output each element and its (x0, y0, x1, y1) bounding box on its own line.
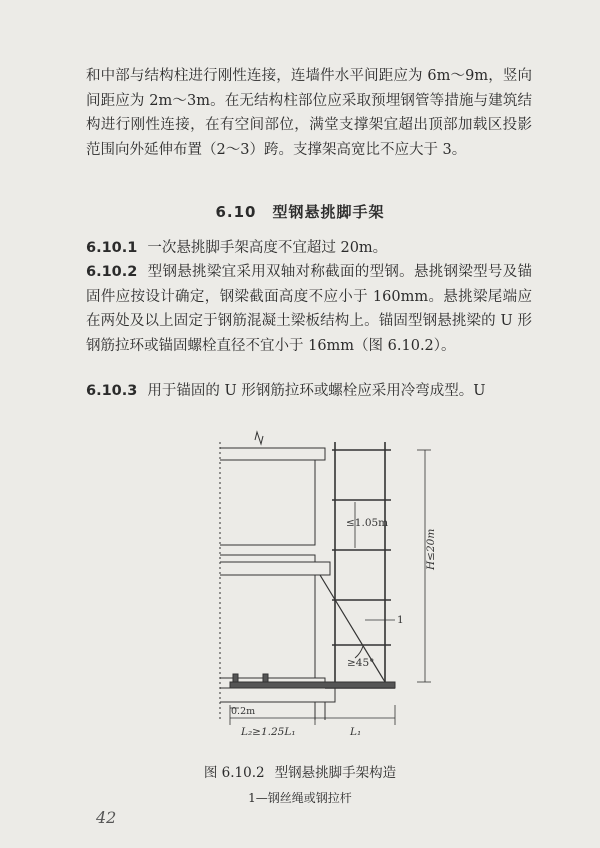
clause-text: 一次悬挑脚手架高度不宜超过 20m。 (147, 240, 388, 256)
clause-number: 6.10.2 (86, 264, 138, 280)
section-title: 6.10 型钢悬挑脚手架 (215, 203, 385, 221)
page-number: 42 (96, 808, 117, 827)
clause-6-10-1 (86, 236, 532, 261)
clause-number: 6.10.1 (86, 240, 138, 256)
clause-text: 型钢悬挑梁宜采用双轴对称截面的型钢。悬挑钢梁型号及锚固件应按设计确定，钢梁截面高度不应小于 160mm。悬挑梁尾端应在两处及以上固定于钢筋混凝土梁板结构上。锚固型钢悬挑梁的 U 形钢筋拉环或锚固螺栓直径不宜小于 16mm（图 6.10.2）。 (86, 264, 532, 354)
figure-legend: 1—钢丝绳或钢拉杆 (248, 791, 352, 805)
intro-paragraph: 和中部与结构柱进行刚性连接，连墙件水平间距应为 6m～9m，竖向间距应为 2m～3m。在无结构柱部位应采取预埋钢管等措施与建筑结构进行刚性连接，在有空间部位，满堂支撑架宜超出顶部加载区投影范围向外延伸布置（2～3）跨。支撑架高宽比不应大于 3。 (86, 68, 532, 158)
clause-text: 用于锚固的 U 形钢筋拉环或螺栓应采用冷弯成型。U (147, 383, 486, 399)
cantilever-scaffold-figure (205, 420, 440, 740)
spacing-label: ≤1.05m (346, 517, 389, 529)
figure-caption (0, 761, 600, 781)
angle-label: ≥45° (347, 657, 375, 669)
clause-6-10-2 (86, 260, 532, 358)
caption-title: 型钢悬挑脚手架构造 (274, 765, 397, 781)
clause-6-10-3 (86, 379, 532, 404)
steel-cantilever-beam (230, 682, 395, 688)
l2-label: L₂≥1.25L₁ (241, 726, 296, 738)
callout-1: 1 (397, 614, 404, 626)
scaffold-frame (325, 442, 395, 688)
l1-label: L₁ (350, 726, 362, 738)
clause-number: 6.10.3 (86, 383, 138, 399)
caption-number: 图 6.10.2 (203, 765, 265, 781)
height-label: H≤20m (425, 528, 437, 570)
offset-label: 0.2m (231, 706, 256, 717)
